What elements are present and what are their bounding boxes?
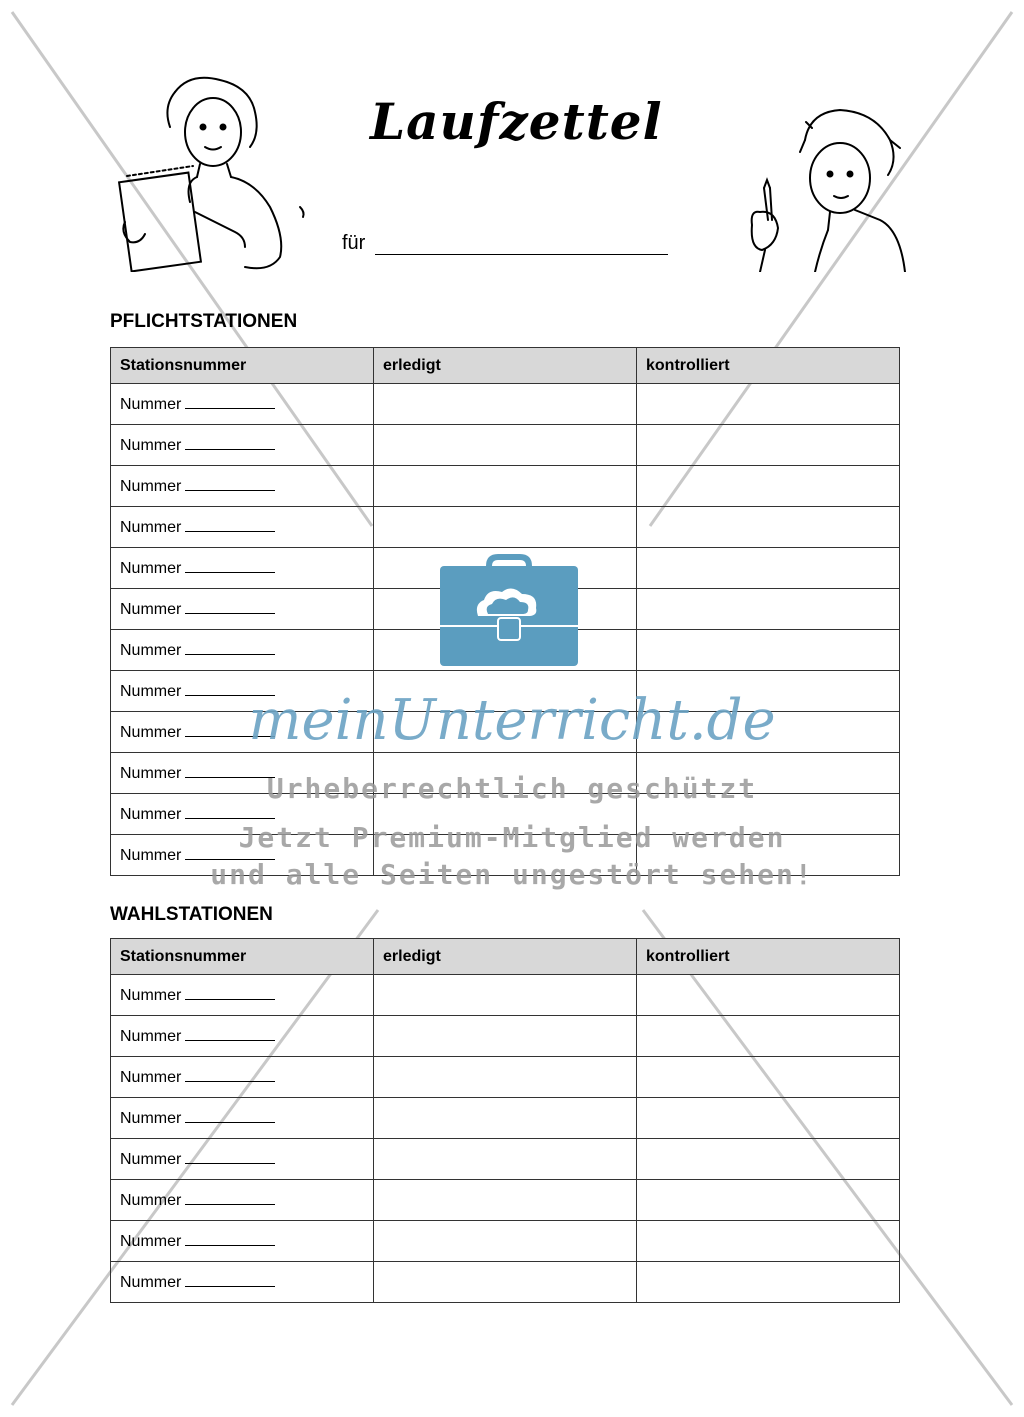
table-row xyxy=(111,1180,900,1221)
station-cell[interactable]: Nummer xyxy=(111,425,374,466)
table-row xyxy=(111,975,900,1016)
station-cell[interactable]: Nummer xyxy=(111,712,374,753)
col-erledigt: erledigt xyxy=(374,348,637,384)
erledigt-cell[interactable] xyxy=(374,1180,637,1221)
watermark-brand: meinUnterricht.de xyxy=(248,688,776,753)
col-stationsnummer: Stationsnummer xyxy=(111,348,374,384)
kontrolliert-cell[interactable] xyxy=(637,589,900,630)
kontrolliert-cell[interactable] xyxy=(637,975,900,1016)
station-cell[interactable]: Nummer xyxy=(111,507,374,548)
briefcase-cloud-icon xyxy=(438,552,580,668)
name-line[interactable] xyxy=(375,254,668,255)
station-cell[interactable]: Nummer xyxy=(111,589,374,630)
table-row xyxy=(111,1262,900,1303)
station-cell[interactable]: Nummer xyxy=(111,671,374,712)
erledigt-cell[interactable] xyxy=(374,384,637,425)
kontrolliert-cell[interactable] xyxy=(637,1098,900,1139)
watermark-copyright: Urheberrechtlich geschützt xyxy=(266,772,758,805)
name-label: für xyxy=(342,232,366,254)
station-cell[interactable]: Nummer xyxy=(111,835,374,876)
erledigt-cell[interactable] xyxy=(374,466,637,507)
kontrolliert-cell[interactable] xyxy=(637,425,900,466)
erledigt-cell[interactable] xyxy=(374,507,637,548)
table-row xyxy=(111,1221,900,1262)
col-kontrolliert: kontrolliert xyxy=(637,939,900,975)
station-cell[interactable]: Nummer xyxy=(111,753,374,794)
erledigt-cell[interactable] xyxy=(374,1016,637,1057)
page-title: Laufzettel xyxy=(370,92,663,151)
kontrolliert-cell[interactable] xyxy=(637,1016,900,1057)
watermark-premium: Jetzt Premium-Mitglied werden xyxy=(238,821,786,854)
station-cell[interactable]: Nummer xyxy=(111,975,374,1016)
col-stationsnummer: Stationsnummer xyxy=(111,939,374,975)
station-cell[interactable]: Nummer xyxy=(111,630,374,671)
table-row xyxy=(111,466,900,507)
erledigt-cell[interactable] xyxy=(374,1139,637,1180)
pflicht-heading: PFLICHTSTATIONEN xyxy=(110,311,298,332)
kontrolliert-cell[interactable] xyxy=(637,384,900,425)
kontrolliert-cell[interactable] xyxy=(637,1057,900,1098)
watermark-view: und alle Seiten ungestört sehen! xyxy=(210,858,814,891)
erledigt-cell[interactable] xyxy=(374,1262,637,1303)
table-row xyxy=(111,1016,900,1057)
wahl-table xyxy=(110,938,900,1303)
kontrolliert-cell[interactable] xyxy=(637,507,900,548)
erledigt-cell[interactable] xyxy=(374,425,637,466)
erledigt-cell[interactable] xyxy=(374,1221,637,1262)
girl-with-notepad-illustration xyxy=(105,72,320,272)
erledigt-cell[interactable] xyxy=(374,1098,637,1139)
col-erledigt: erledigt xyxy=(374,939,637,975)
station-cell[interactable]: Nummer xyxy=(111,1139,374,1180)
station-cell[interactable]: Nummer xyxy=(111,548,374,589)
station-cell[interactable]: Nummer xyxy=(111,1180,374,1221)
kontrolliert-cell[interactable] xyxy=(637,1180,900,1221)
station-cell[interactable]: Nummer xyxy=(111,1016,374,1057)
table-row xyxy=(111,384,900,425)
kontrolliert-cell[interactable] xyxy=(637,1221,900,1262)
station-cell[interactable]: Nummer xyxy=(111,794,374,835)
wahl-heading: WAHLSTATIONEN xyxy=(110,904,273,925)
kontrolliert-cell[interactable] xyxy=(637,548,900,589)
boy-with-pencil-illustration xyxy=(740,100,910,272)
table-row xyxy=(111,1098,900,1139)
table-row xyxy=(111,507,900,548)
station-cell[interactable]: Nummer xyxy=(111,1262,374,1303)
kontrolliert-cell[interactable] xyxy=(637,1139,900,1180)
erledigt-cell[interactable] xyxy=(374,975,637,1016)
station-cell[interactable]: Nummer xyxy=(111,384,374,425)
station-cell[interactable]: Nummer xyxy=(111,1098,374,1139)
kontrolliert-cell[interactable] xyxy=(637,466,900,507)
table-row xyxy=(111,425,900,466)
station-cell[interactable]: Nummer xyxy=(111,1057,374,1098)
col-kontrolliert: kontrolliert xyxy=(637,348,900,384)
erledigt-cell[interactable] xyxy=(374,1057,637,1098)
station-cell[interactable]: Nummer xyxy=(111,1221,374,1262)
kontrolliert-cell[interactable] xyxy=(637,1262,900,1303)
table-row xyxy=(111,1139,900,1180)
kontrolliert-cell[interactable] xyxy=(637,630,900,671)
table-row xyxy=(111,1057,900,1098)
station-cell[interactable]: Nummer xyxy=(111,466,374,507)
